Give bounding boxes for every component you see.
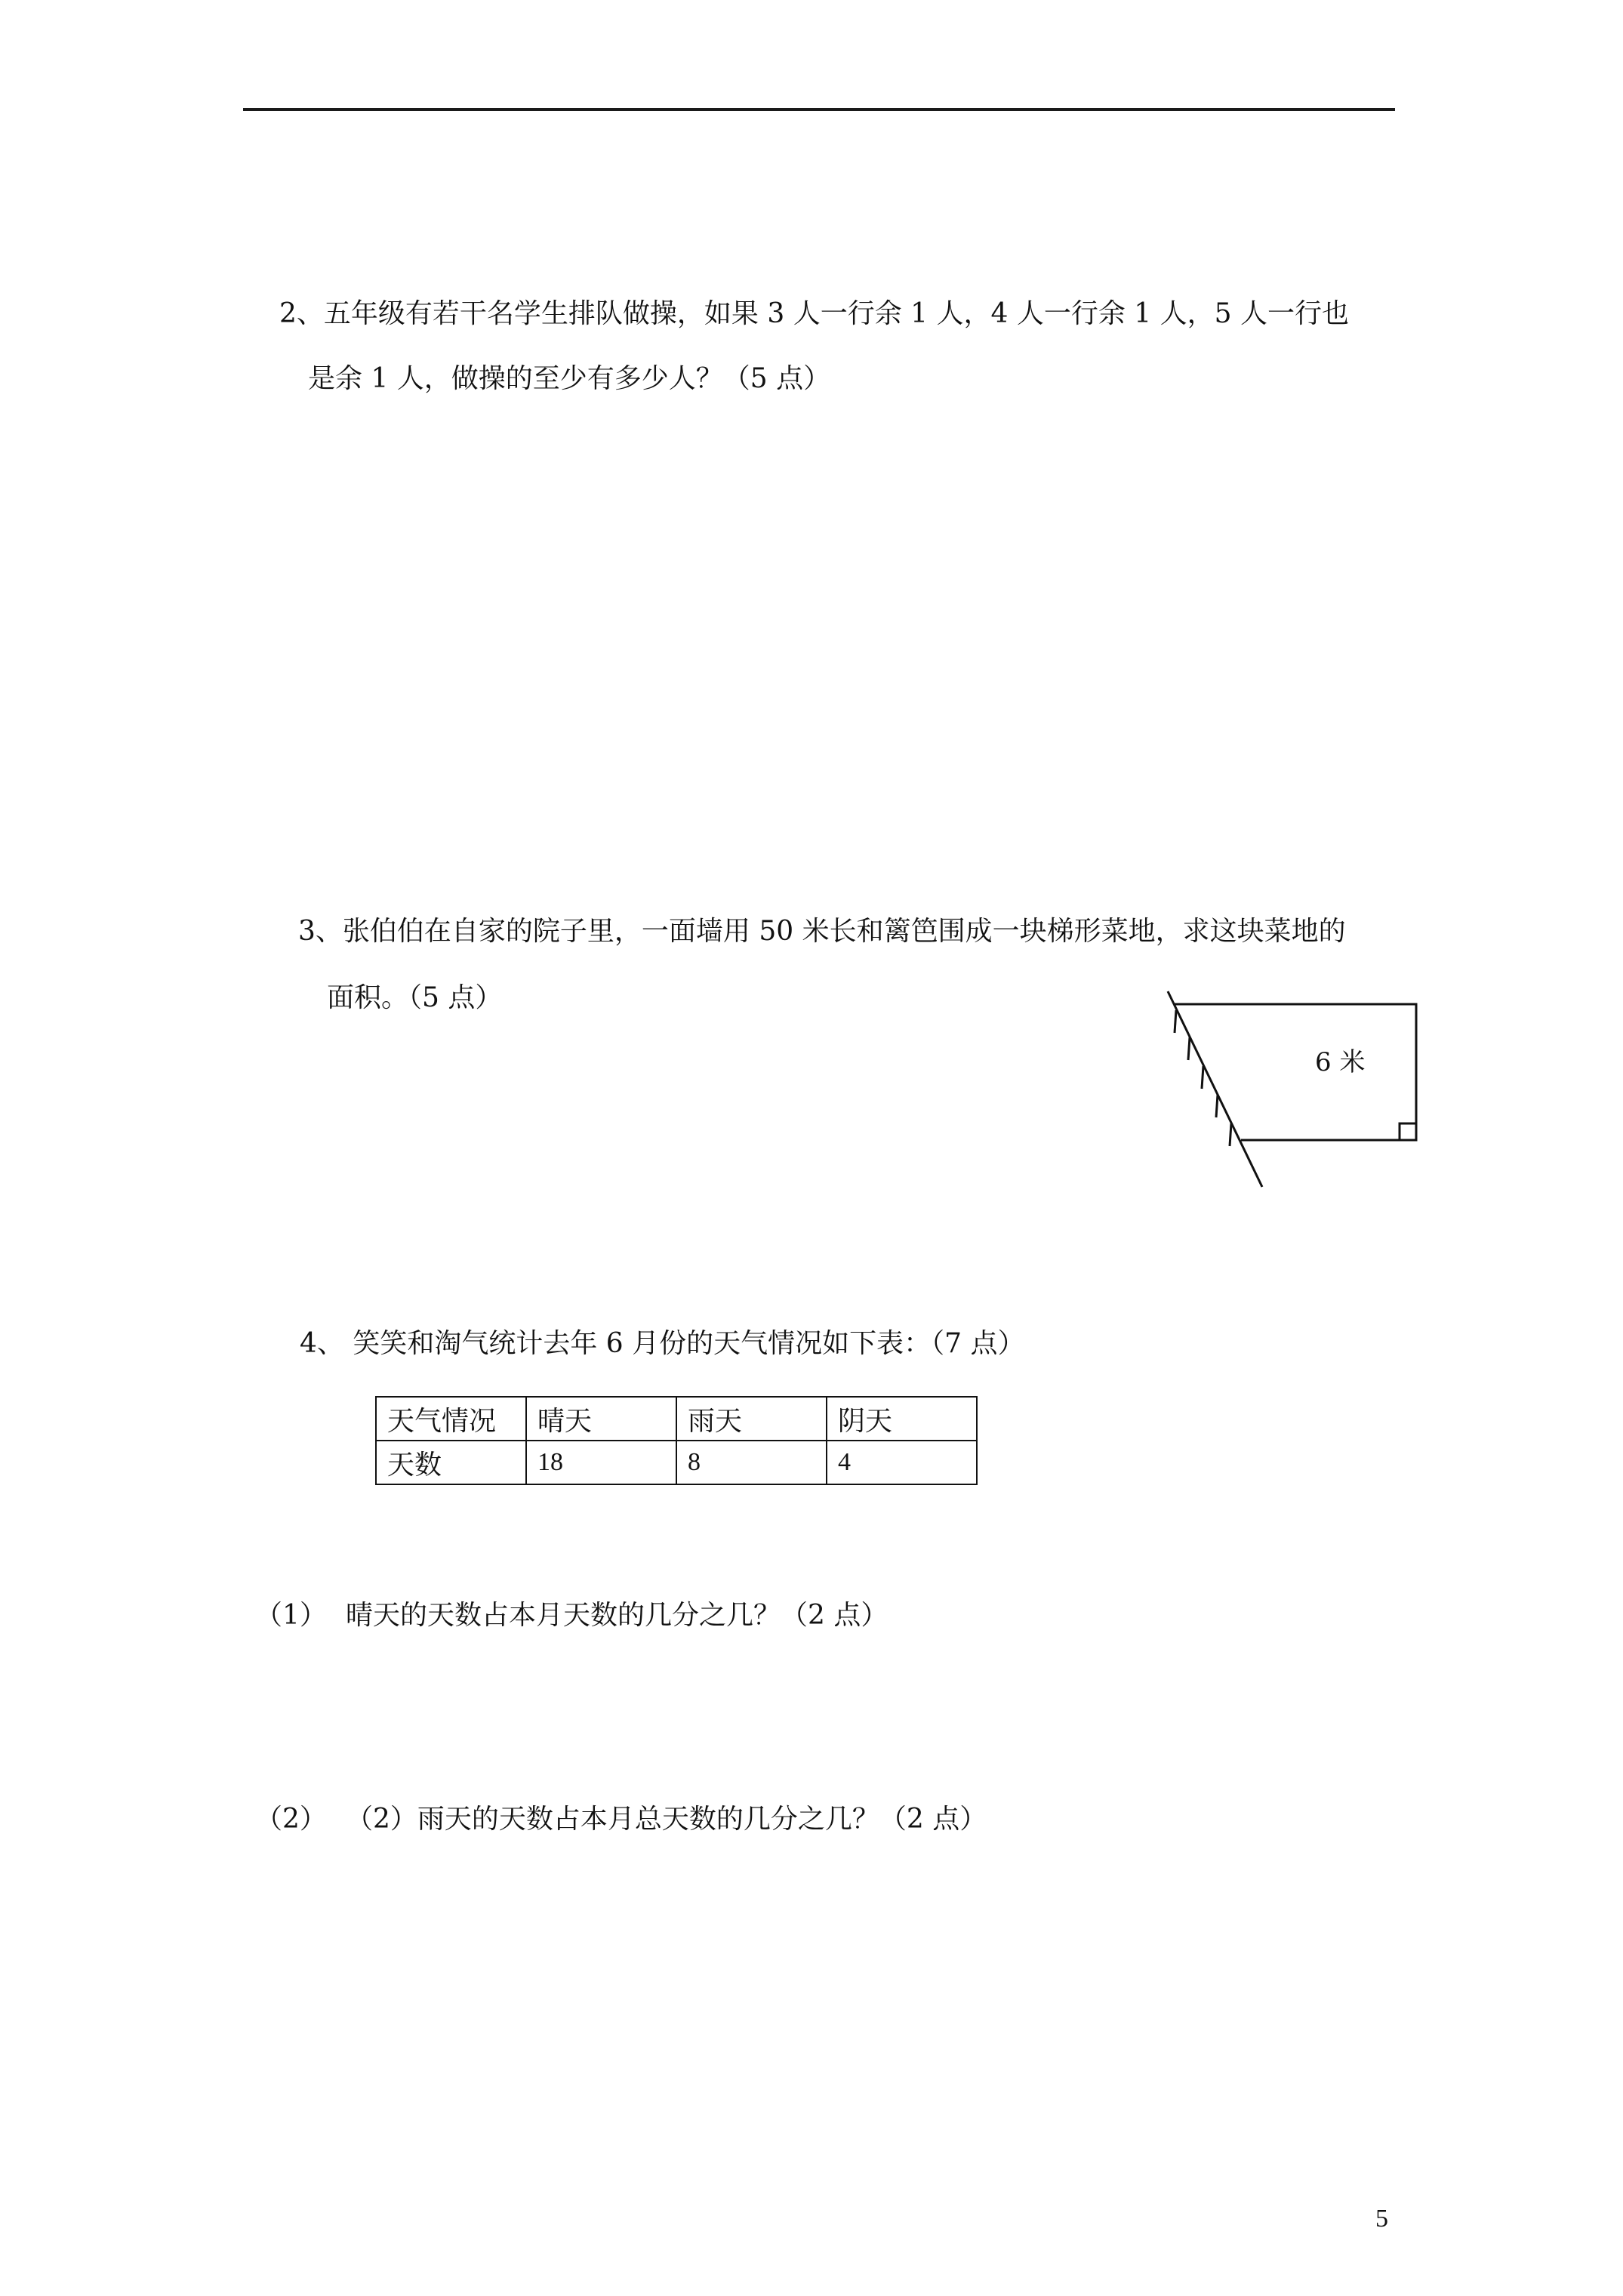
table-cell: 18: [526, 1441, 676, 1484]
table-header-cell: 阴天: [827, 1397, 977, 1441]
fence-outline: [1174, 1004, 1416, 1140]
header-rule: [243, 108, 1395, 111]
wall-hatch: [1175, 1010, 1176, 1033]
table-header-cell: 雨天: [676, 1397, 827, 1441]
table-row: [376, 1397, 977, 1441]
q4-sub1-text: 晴天的天数占本月天数的几分之几？（2 点）: [346, 1600, 888, 1631]
wall-line: [1168, 991, 1262, 1187]
wall-hatch: [1216, 1095, 1218, 1117]
q4-sub1-number: （1）: [255, 1600, 327, 1631]
right-angle-marker: [1400, 1123, 1416, 1140]
q2-line2: 是余 1 人，做操的至少有多少人？（5 点）: [308, 363, 831, 394]
q4-sub2-text: （2）雨天的天数占本月总天数的几分之几？（2 点）: [346, 1804, 987, 1835]
q3-line1: 3、张伯伯在自家的院子里，一面墙用 50 米长和篱笆围成一块梯形菜地，求这块菜地的: [298, 916, 1346, 947]
q4-sub2-number: （2）: [255, 1804, 327, 1835]
wall-hatch: [1230, 1123, 1231, 1146]
table-header-cell: 天气情况: [376, 1397, 526, 1441]
q2-line1: 2、五年级有若干名学生排队做操，如果 3 人一行余 1 人，4 人一行余 1 人，5 人一行也: [279, 298, 1349, 329]
wall-hatch: [1188, 1037, 1190, 1060]
wall-hatch: [1202, 1066, 1203, 1089]
height-label: 6 米: [1315, 1047, 1366, 1077]
trapezoid-garden-figure: [1147, 974, 1434, 1193]
table-cell: 天数: [376, 1441, 526, 1484]
q4-intro: 4、 笑笑和淘气统计去年 6 月份的天气情况如下表：（7 点）: [300, 1328, 1025, 1359]
q3-line2: 面积。（5 点）: [327, 982, 503, 1013]
page-number: 5: [1375, 2205, 1388, 2233]
table-row: [376, 1441, 977, 1484]
table-cell: 4: [827, 1441, 977, 1484]
table-header-cell: 晴天: [526, 1397, 676, 1441]
table-cell: 8: [676, 1441, 827, 1484]
weather-table: [375, 1396, 978, 1485]
